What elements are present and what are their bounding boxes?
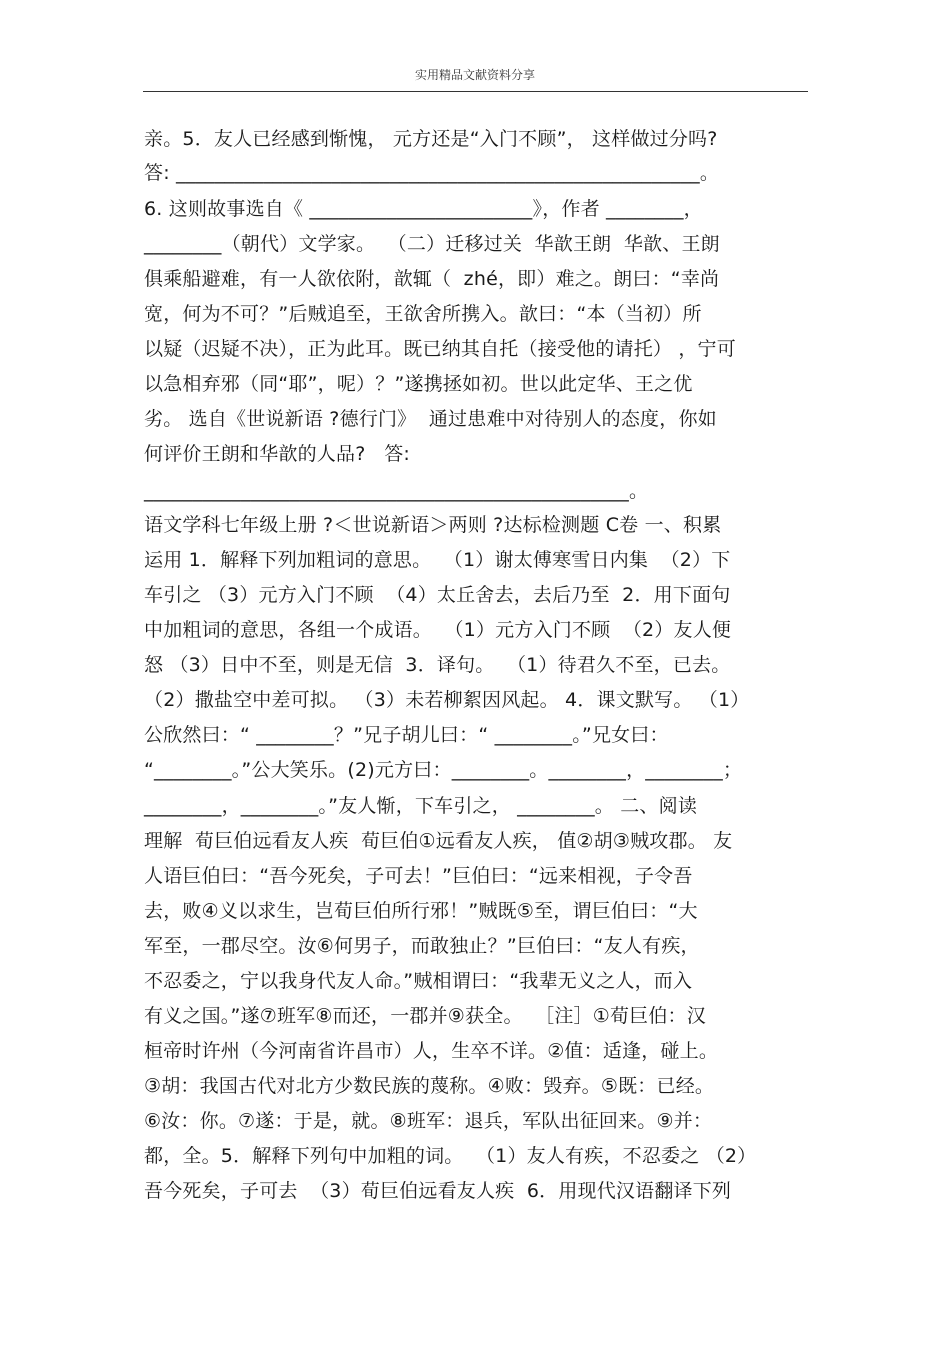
text-line: ③胡：我国古代对北方少数民族的蔑称。④败：毁弃。⑤既：已经。 [144,1075,715,1097]
text-line: 中加粗词的意思，各组一个成语。 （1）元方入门不顾 （2）友人便 [144,619,732,641]
text-line: 亲。5．友人已经感到惭愧， 元方还是“入门不顾”， 这样做过分吗? [144,128,718,150]
text-line: 不忍委之，宁以我身代友人命。”贼相谓曰：“我辈无义之人，而入 [144,970,693,992]
text-line: 何评价王朗和华歆的人品? 答: [144,443,411,465]
text-line: 语文学科七年级上册 ?＜世说新语＞两则 ?达标检测题 C卷 一、积累 [144,514,722,536]
text-line: 吾今死矣，子可去 （3）荀巨伯远看友人疾 6．用现代汉语翻译下列 [144,1180,732,1202]
header-divider [143,91,808,92]
text-line: 俱乘船避难，有一人欲依附，歆辄（ zhé，即）难之。朗曰：“幸尚 [144,268,720,290]
text-line: 人语巨伯曰：“吾今死矣，子可去！”巨伯曰：“远来相视，子令吾 [144,865,693,887]
text-line: __________________________________________________。 [144,480,649,502]
text-line: 以急相弃邪（同“耶”，呢）？”遂携拯如初。世以此定华、王之优 [144,373,693,395]
text-line: ⑥汝：你。⑦遂：于是，就。⑧班军：退兵，军队出征回来。⑨并： [144,1110,713,1132]
text-line: 车引之 （3）元方入门不顾 （4）太丘舍去，去后乃至 2．用下面句 [144,584,731,606]
text-line: 答: ______________________________________________________。 [144,162,720,184]
text-line: 理解 荀巨伯远看友人疾 荀巨伯①远看友人疾， 值②胡③贼攻郡。 友 [144,830,733,852]
text-line: “________。”公大笑乐。(2)元方曰：________。________，________； [144,759,743,781]
page-header: 实用精品文献资料分享 [414,68,535,82]
text-line: ________，________。”友人惭，下车引之， ________。 二、阅读 [144,795,698,817]
text-line: 都，全。5．解释下列句中加粗的词。 （1）友人有疾，不忍委之 （2） [144,1145,757,1167]
text-line: 公欣然曰：“ ________？”兄子胡儿曰：“ ________。”兄女曰： [144,724,669,746]
text-line: （2）撒盐空中差可拟。 （3）未若柳絮因风起。 4．课文默写。 （1） [144,689,750,711]
text-line: 6. 这则故事选自《 _______________________》，作者 ________， [144,198,703,220]
text-line: ________（朝代）文学家。 （二）迁移过关 华歆王朗 华歆、王朗 [144,233,720,255]
text-line: 以疑（迟疑不决），正为此耳。既已纳其自托（接受他的请托） ，宁可 [144,338,736,360]
text-line: 有义之国。”遂⑦班军⑧而还，一郡并⑨获全。 ［注］①荀巨伯：汉 [144,1005,706,1027]
text-line: 宽，何为不可？”后贼追至，王欲舍所携入。歆曰：“本（当初）所 [144,303,702,325]
text-line: 运用 1．解释下列加粗词的意思。 （1）谢太傅寒雪日内集 （2）下 [144,549,731,571]
text-line: 怒 （3）日中不至，则是无信 3．译句。 （1）待君久不至，已去。 [144,654,731,676]
text-line: 劣。 选自《世说新语 ?德行门》 通过患难中对待别人的态度，你如 [144,408,717,430]
text-line: 桓帝时许州（今河南省许昌市）人，生卒不详。②值：适逢，碰上。 [144,1040,719,1062]
text-line: 军至，一郡尽空。汝⑥何男子，而敢独止？”巨伯曰：“友人有疾， [144,935,700,957]
text-line: 去，败④义以求生，岂荀巨伯所行邪！”贼既⑤至，谓巨伯曰：“大 [144,900,698,922]
